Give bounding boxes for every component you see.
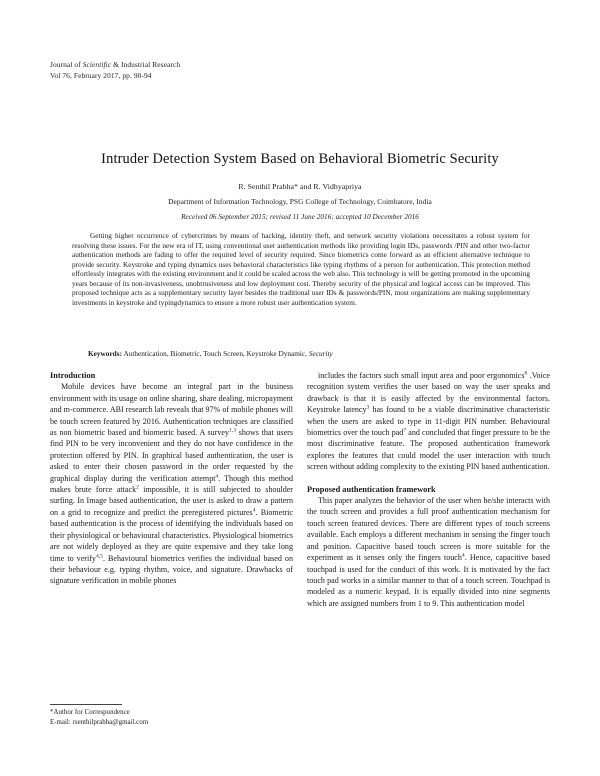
text-run: This paper analyzes the behavior of the user when he/she interacts with the touch screen and provides a full proof authentication mechanism for touch screen featured devices. There are different types of touch screens available. Each employs a different mechanism in sensing the finger touch and position. Capacitive based touch screen is more suitable for the experiment as it senses only the fingers touch (307, 496, 550, 563)
citation-ref: 4 (461, 552, 465, 559)
footnote-email: E-mail: rsenthilprabha@gmail.com (50, 718, 149, 726)
text-run: shows that users find PIN to be very inconvenient and they do not have confidence in the protection offered by PIN. In graphical based authentication, the user is asked to enter their chosen password in the order requested by the graphical display during the verification attempt (50, 428, 293, 483)
text-run: . Behavioural biometrics verifies the individual based on their behaviour e.g. typing rhythm, voice, and signature. Drawbacks of signature verification in mobile phones (50, 553, 293, 586)
section-heading-proposed-framework: Proposed authentication framework (307, 484, 436, 494)
author-list: R. Senthil Prabha* and R. Vidhyapriya (238, 182, 362, 191)
keywords-label: Keywords: (88, 350, 123, 358)
received-dates: Received 06 September 2015; revised 11 June 2016; accepted 10 December 2016 (181, 213, 419, 221)
footnote-correspondence: *Author for Correspondence (50, 709, 130, 716)
keywords-values: Authentication, Biometric, Touch Screen, Keystroke Dynamic, (122, 350, 309, 358)
keywords-value-italic: Security (308, 350, 333, 358)
right-column-paragraph-2 (307, 495, 550, 609)
section-heading-introduction: Introduction (50, 371, 96, 380)
left-column (50, 370, 293, 587)
text-run: . Though this method makes brute force attack (50, 473, 293, 495)
abstract-text: Getting higher occurrence of cybercrimes by means of hacking, identity theft, and network security violations necessitates a robust system for resolving these issues. For the new era of IT, using conventional user authentication methods like providing login IDs, passwords /PIN and other two-factor authentication methods are fading to offer the required level of security required. Since biometrics come forward as an efficient alternative technique to provide security. Keystroke and typing dynamics uses behavioral characteristics like typing rhythms of a person for authentication. This protection method effortlessly integrates with the existing environment and it could be scaled across the web also. This technology is will be getting promoted in the upcoming years because of its non-invasiveness, unobtrusiveness and low deployment cost. Thereby security of the physical and logical access can be improved. This proposed technique acts as a supplementary security layer besides the traditional user IDs & passwords/PIN, most organizations are making supplementary investments in keystroke and typingdynamics to ensure a more robust user authentication system. (72, 232, 530, 307)
journal-title-prefix: Journal of (50, 60, 83, 69)
keywords-line (88, 349, 530, 359)
right-column-paragraph-1 (307, 370, 550, 473)
citation-ref: 1,3 (229, 427, 237, 434)
right-column (307, 370, 550, 609)
running-head (50, 60, 180, 81)
citation-ref: 2 (136, 484, 139, 491)
title-block (50, 150, 550, 223)
page-title: Intruder Detection System Based on Behavioral Biometric Security (101, 151, 499, 167)
left-column-paragraph (50, 381, 293, 586)
text-run: Mobile devices have become an integral part in the business environment with its usage on online sharing, share dealing, micropayment and m-commerce. ABI research lab reveals that 97% of mobile phones will be touch screen featured by 2016. Authentication techniques are classified as non biometric based and biometric based. A survey (50, 382, 293, 438)
text-run: impossible, it is still subjected to shoulder surfing. In Image based authentication, the user is asked to draw a pattern on a grid to recognize and predict the preregistered pictures (50, 485, 293, 517)
footnote-block (50, 704, 293, 727)
text-run: and concluded that finger pressure to be the most discriminative feature. The proposed authentication framework explores the features that could model the user interaction with touch screen without adding complexity to the existing PIN based authentication. (307, 428, 550, 472)
text-run: . Biometric based authentication is the process of identifying the individuals based on their physiological or behavioural characteristics. Physiological biometrics are not widely deployed as they are quite expensive and they take long time to verify (50, 507, 293, 563)
citation-ref: 7 (403, 427, 407, 434)
citation-ref: 4 (252, 507, 256, 514)
citation-ref: 6 (524, 370, 528, 377)
citation-ref: 4,5 (95, 552, 103, 559)
text-run: has found to be a viable discriminative characteristic when the users are asked to type in 11-digit PIN number. Behavioural biometrics over the touch pad (307, 405, 550, 438)
affiliation: Department of Information Technology, PSG College of Technology, Coimbatore, India (168, 197, 432, 206)
citation-ref: 3 (366, 404, 370, 411)
text-run: .Voice recognition system verifies the user based on way the user speaks and drawback is that it is easily affected by the environmental factors. Keystroke latency (307, 371, 550, 415)
journal-title-suffix: & Industrial Research (111, 60, 181, 69)
journal-title-italic: Scientific (82, 60, 112, 69)
journal-title (50, 60, 180, 71)
footnote-rule (50, 704, 122, 705)
citation-ref: 4 (215, 472, 219, 479)
text-run: . Hence, capacitive based touchpad is used for the conduct of this work. It is motivated by the fact touch pad works in a similar manner to that of a touch screen. Touchpad is modeled as a numeric keypad. It is equally divided into nine segments which are assigned numbers from 1 to 9. This authentication model (307, 553, 550, 608)
journal-volume-line: Vol 76, February 2017, pp. 90-94 (50, 70, 152, 80)
text-run: includes the factors such small input area and poor ergonomics (318, 371, 525, 380)
